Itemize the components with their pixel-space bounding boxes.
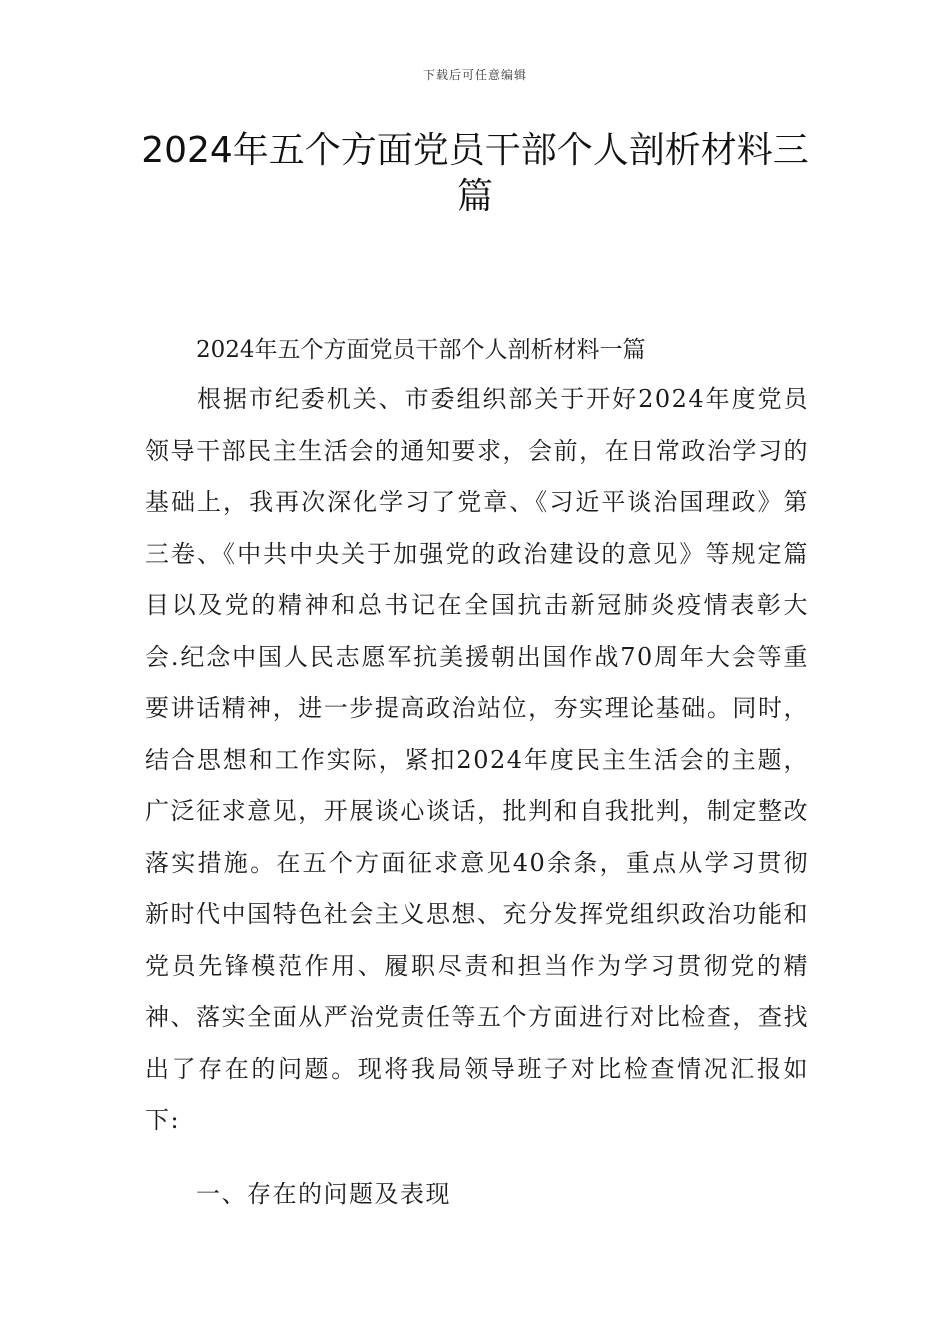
article-subtitle: 2024年五个方面党员干部个人剖析材料一篇 <box>196 337 646 363</box>
header-note: 下载后可任意编辑 <box>422 68 527 82</box>
body-paragraph: 根据市纪委机关、市委组织部关于开好2024年度党员领导干部民主生活会的通知要求，会前，在日常政治学习的基础上，我再次深化学习了党章、《习近平谈治国理政》第三卷、《中共中央关于加强党的政治建设的意见》等规定篇目以及党的精神和总书记在全国抗击新冠肺炎疫情表彰大会.纪念中国人民志愿军抗美援朝出国作战70周年大会等重要讲话精神，进一步提高政治站位，夯实理论基础。同时，结合思想和工作实际，紧扣2024年度民主生活会的主题，广泛征求意见，开展谈心谈话，批判和自我批判，制定整改落实措施。在五个方面征求意见40余条，重点从学习贯彻新时代中国特色社会主义思想、充分发挥党组织政治功能和党员先锋模范作用、履职尽责和担当作为学习贯彻党的精神、落实全面从严治党责任等五个方面进行对比检查，查找出了存在的问题。现将我局领导班子对比检查情况汇报如下: <box>145 385 809 1134</box>
section-heading: 一、存在的问题及表现 <box>196 1180 451 1208</box>
document-title: 2024年五个方面党员干部个人剖析材料三篇 <box>141 130 809 217</box>
